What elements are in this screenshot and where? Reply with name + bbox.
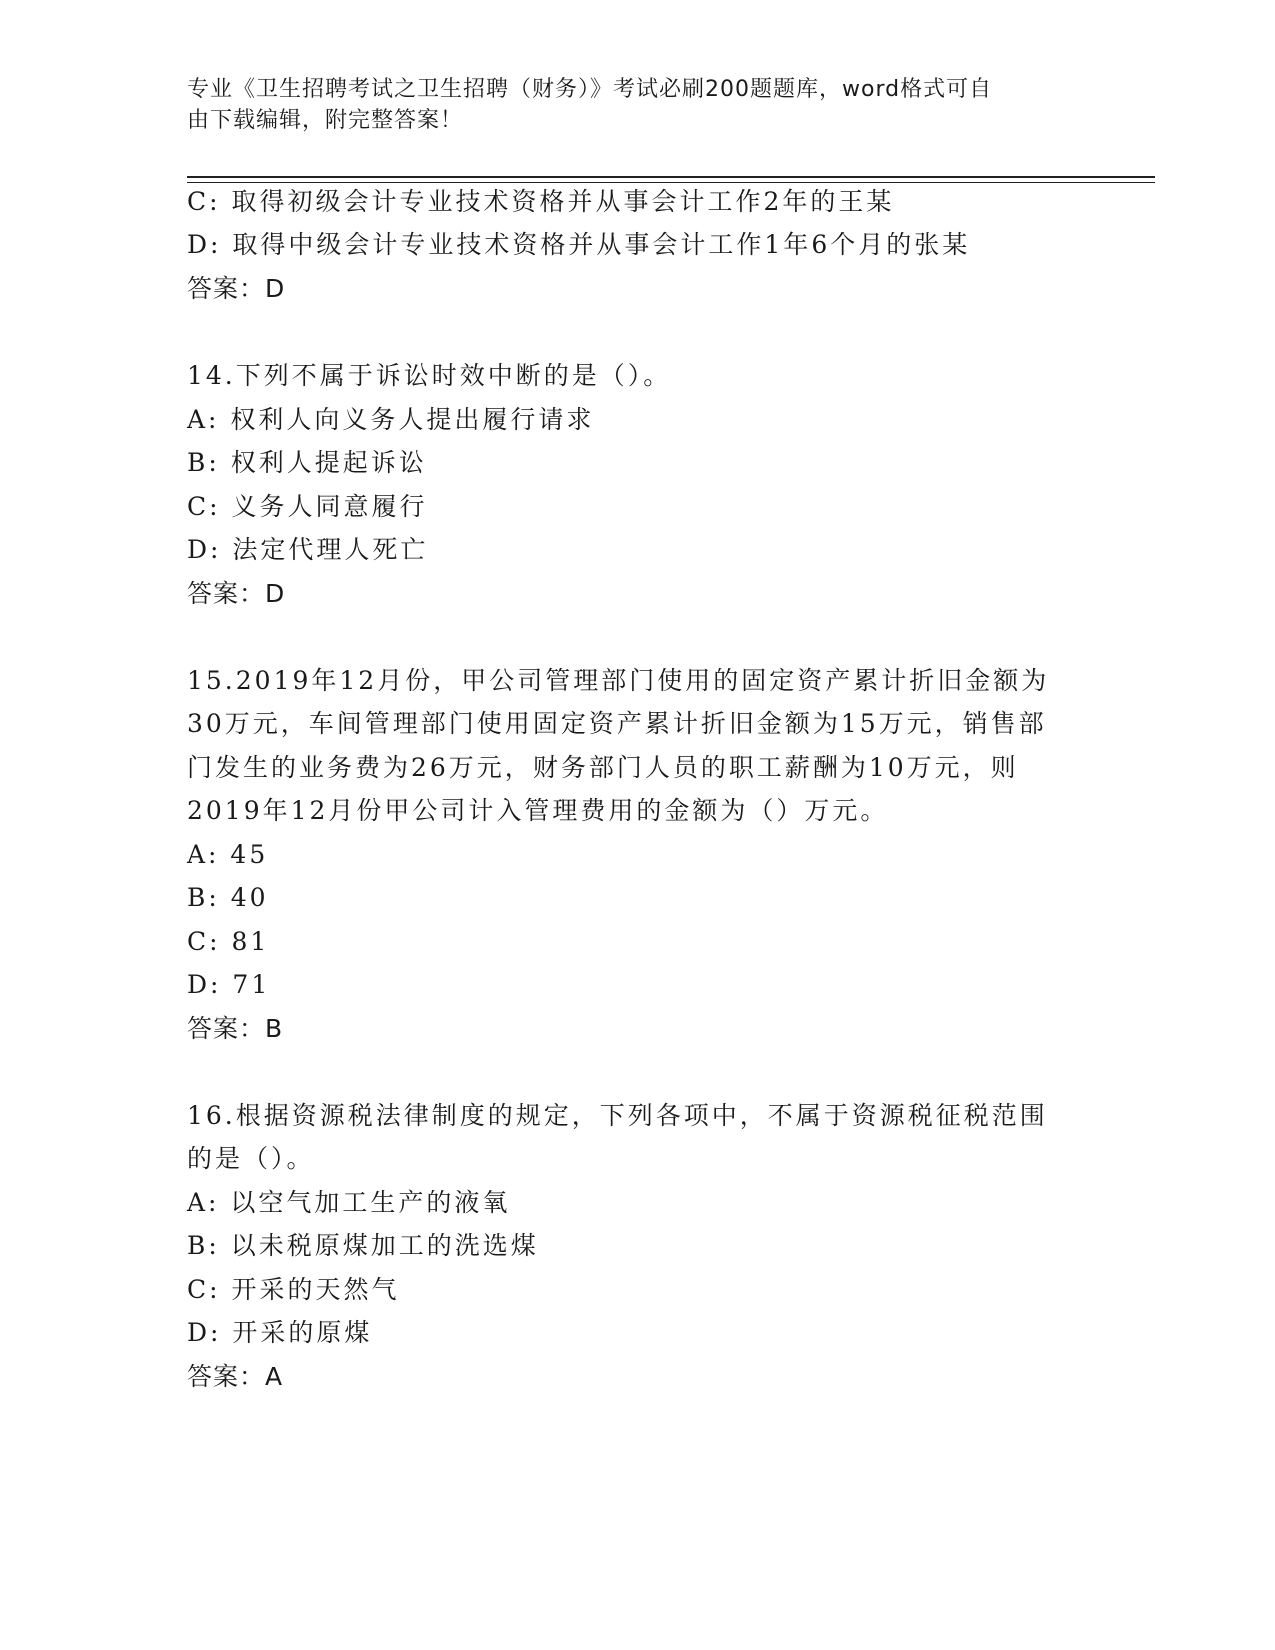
header-divider bbox=[187, 176, 1155, 183]
q15-stem-line-3: 门发生的业务费为26万元，财务部门人员的职工薪酬为10万元，则 bbox=[187, 753, 1019, 782]
q15-stem-line-4: 2019年12月份甲公司计入管理费用的金额为（）万元。 bbox=[187, 796, 889, 825]
prev-option-c: C: 取得初级会计专业技术资格并从事会计工作2年的王某 bbox=[187, 187, 895, 216]
q14-answer: 答案：D bbox=[187, 579, 286, 608]
q16-answer: 答案：A bbox=[187, 1362, 284, 1391]
q15-option-b: B: 40 bbox=[187, 883, 269, 912]
q16-stem-line-1: 16.根据资源税法律制度的规定，下列各项中，不属于资源税征税范围 bbox=[187, 1101, 1048, 1130]
q14-option-d: D: 法定代理人死亡 bbox=[187, 535, 429, 564]
q15-option-d: D: 71 bbox=[187, 970, 271, 999]
q16-option-b: B: 以未税原煤加工的洗选煤 bbox=[187, 1231, 539, 1260]
q14-option-b: B: 权利人提起诉讼 bbox=[187, 448, 427, 477]
q14-option-a: A: 权利人向义务人提出履行请求 bbox=[187, 405, 595, 434]
prev-option-d: D: 取得中级会计专业技术资格并从事会计工作1年6个月的张某 bbox=[187, 230, 971, 259]
prev-answer: 答案：D bbox=[187, 274, 286, 303]
q15-stem-line-1: 15.2019年12月份，甲公司管理部门使用的固定资产累计折旧金额为 bbox=[187, 666, 1050, 695]
q14-stem: 14.下列不属于诉讼时效中断的是（）。 bbox=[187, 361, 672, 390]
q16-option-c: C: 开采的天然气 bbox=[187, 1275, 400, 1304]
q15-answer: 答案：B bbox=[187, 1014, 284, 1043]
q15-option-c: C: 81 bbox=[187, 927, 270, 956]
q16-option-d: D: 开采的原煤 bbox=[187, 1318, 373, 1347]
header-line-2: 由下载编辑，附完整答案！ bbox=[187, 108, 464, 133]
q15-stem-line-2: 30万元，车间管理部门使用固定资产累计折旧金额为15万元，销售部 bbox=[187, 709, 1047, 738]
q15-option-a: A: 45 bbox=[187, 840, 269, 869]
q14-option-c: C: 义务人同意履行 bbox=[187, 492, 428, 521]
header-line-1: 专业《卫生招聘考试之卫生招聘（财务）》考试必刷200题题库，word格式可自 bbox=[187, 77, 993, 102]
page-header bbox=[187, 74, 1067, 136]
q16-stem-line-2: 的是（）。 bbox=[187, 1144, 315, 1173]
q16-option-a: A: 以空气加工生产的液氧 bbox=[187, 1188, 511, 1217]
